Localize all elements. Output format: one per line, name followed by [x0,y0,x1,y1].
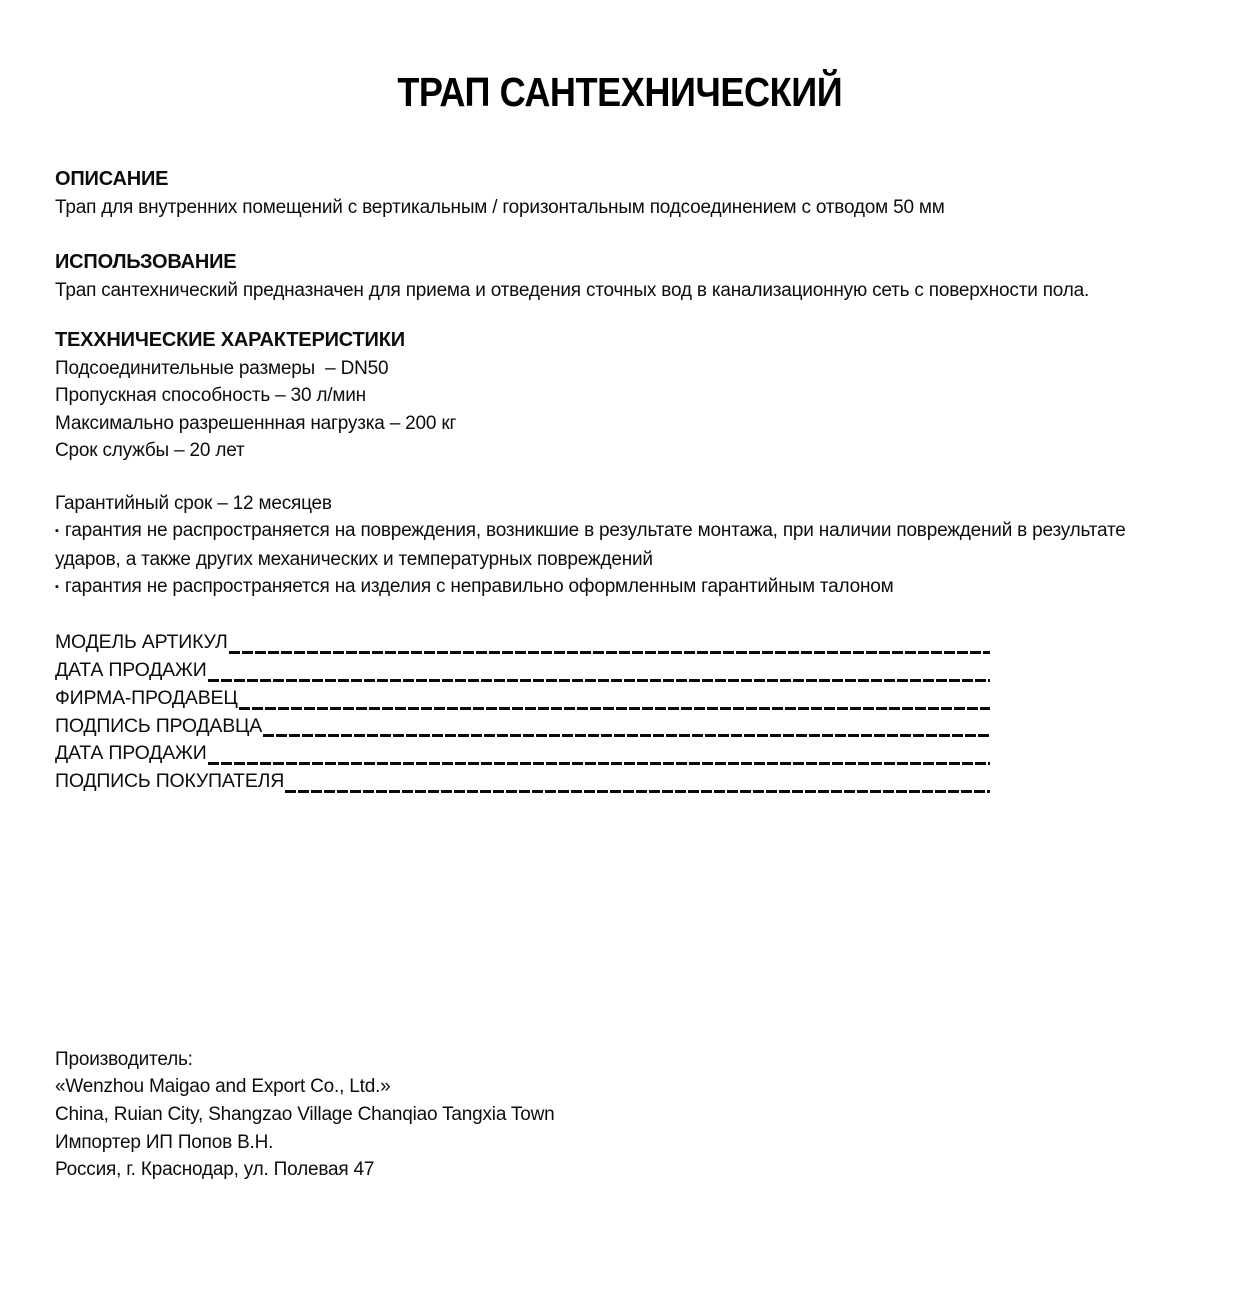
spec-line-connection-size: Подсоединительные размеры – DN50 [55,357,389,379]
manufacturer-heading: Производитель: [55,1048,193,1070]
form-label: МОДЕЛЬ АРТИКУЛ [55,631,228,654]
signature-line [239,707,990,710]
form-row-sale-date-1 [55,657,990,685]
bullet-icon: ▪ [55,581,59,593]
form-label: ФИРМА-ПРОДАВЕЦ [55,686,238,709]
form-row-seller-signature [55,713,990,741]
signature-line [208,679,990,682]
warranty-term: Гарантийный срок – 12 месяцев [55,492,332,514]
signature-line [208,762,990,765]
signature-line [285,790,990,793]
importer-address: Россия, г. Краснодар, ул. Полевая 47 [55,1159,375,1181]
section-warranty [55,490,1184,602]
section-usage [55,249,1184,304]
warranty-note [55,517,1184,573]
bullet-icon: ▪ [55,525,59,537]
description-heading: ОПИСАНИЕ [55,168,169,190]
section-manufacturer [55,1046,1184,1185]
form-label: ДАТА ПРОДАЖИ [55,659,207,682]
section-specs [55,327,1184,465]
manufacturer-name: «Wenzhou Maigao and Export Co., Ltd.» [55,1076,391,1098]
importer-name: Импортер ИП Попов В.Н. [55,1131,274,1153]
signature-line [229,651,990,654]
warranty-note-text: гарантия не распространяется на изделия с неправильно оформленным гарантийным талоном [64,576,894,597]
form-row-buyer-signature [55,768,990,796]
form-row-seller-firm [55,685,990,713]
form-row-sale-date-2 [55,740,990,768]
spec-line-service-life: Срок службы – 20 лет [55,440,245,461]
usage-body: Трап сантехнический предназначен для приема и отведения сточных вод в канализационную сеть с поверхности пола. [55,279,1090,301]
form-row-model-article [55,630,990,658]
form-label: ПОДПИСЬ ПОКУПАТЕЛЯ [55,769,285,792]
signature-line [263,734,990,737]
section-sale-form [55,630,1184,796]
description-body: Трап для внутренних помещений с вертикальным / горизонтальным подсоединением с отводом 50 мм [55,196,945,218]
page-title [55,68,1184,116]
spec-line-max-load: Максимально разрешеннная нагрузка – 200 кг [55,412,457,434]
page-title-text: ТРАП САНТЕХНИЧЕСКИЙ [397,69,842,115]
specs-heading: ТЕХХНИЧЕСКИЕ ХАРАКТЕРИСТИКИ [55,329,405,351]
warranty-note [55,573,1184,602]
usage-heading: ИСПОЛЬЗОВАНИЕ [55,251,237,273]
spec-line-flow-rate: Пропускная способность – 30 л/мин [55,385,366,406]
warranty-note-text: гарантия не распространяется на повреждения, возникшие в результате монтажа, при наличии повреждений в результате ударов, а также других механических и температурных повреждений [55,520,1126,570]
form-label: ДАТА ПРОДАЖИ [55,742,207,765]
document-page [0,68,1241,1310]
form-label: ПОДПИСЬ ПРОДАВЦА [55,714,263,737]
manufacturer-address: China, Ruian City, Shangzao Village Chanqiao Tangxia Town [55,1104,555,1126]
section-description [55,166,1184,221]
